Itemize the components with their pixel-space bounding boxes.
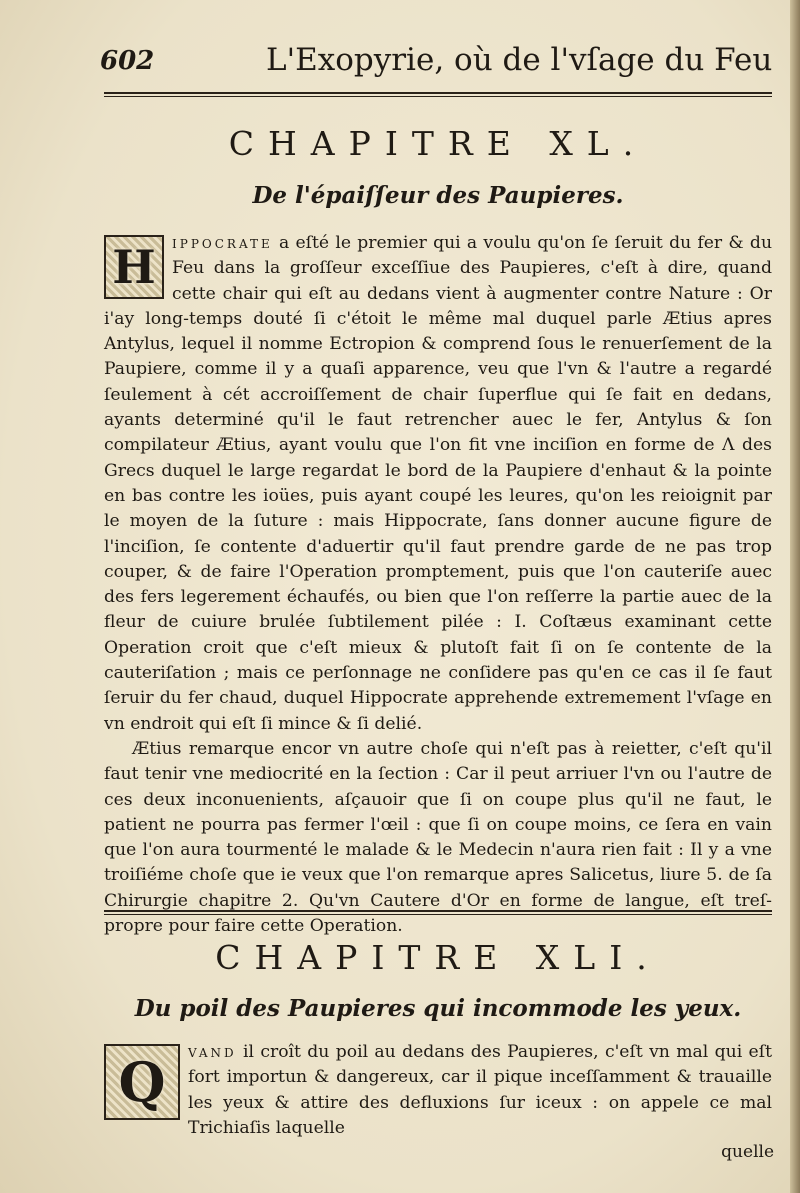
header-rule xyxy=(104,92,772,97)
chapter-divider-rule xyxy=(104,910,772,915)
page-number: 602 xyxy=(100,46,155,76)
initial-letter: H xyxy=(112,240,156,294)
running-title: L'Exopyrie, où de l'vſage du Feu xyxy=(266,42,773,78)
paragraph-text: il croît du poil au dedans des Paupieres, c'eſt vn mal qui eſt fort importun & dangereux, car il pique inceſſamment & trauaille les yeux & attire des defluxions ſur iceux : on appele ce mal Trichiaſis laquelle xyxy=(188,1042,772,1138)
initial-letter: Q xyxy=(118,1050,166,1114)
chapter-41-paragraph-1 xyxy=(104,1040,772,1141)
chapter-41-heading: CHAPITRE XLI. xyxy=(215,938,661,977)
chapter-40-body xyxy=(104,231,772,939)
opening-word: vand xyxy=(188,1042,237,1062)
chapter-41-subtitle: Du poil des Paupieres qui incommode les yeux. xyxy=(134,995,742,1022)
ornamental-initial-h xyxy=(104,235,164,299)
page-edge xyxy=(790,0,800,1193)
catchword: quelle xyxy=(721,1142,774,1162)
chapter-40-heading: CHAPITRE XL. xyxy=(228,124,648,163)
chapter-40-paragraph-1 xyxy=(104,231,772,737)
running-head xyxy=(100,42,773,82)
chapter-40-paragraph-2: Ætius remarque encor vn autre choſe qui n'eſt pas à reietter, c'eſt qu'il faut tenir vne mediocrité en la ſection : Car il peut arriuer l'vn ou l'autre de ces deux inconuenients, aſçauoir que ſi on coupe plus qu'il ne faut, le patient ne pourra pas fermer l'œil : que ſi on coupe moins, ce ſera en vain que l'on aura tourmenté le malade & le Medecin n'aura rien fait : Il y a vne troiſiéme choſe que ie veux que l'on remarque apres Salicetus, liure 5. de ſa Chirurgie chapitre 2. Qu'vn Cautere d'Or en forme de langue, eſt treſ-propre pour faire cette Operation. xyxy=(104,738,772,937)
opening-word: ippocrate xyxy=(172,233,273,253)
paragraph-text: a eſté le premier qui a voulu qu'on ſe ſeruit du fer & du Feu dans la groſſeur exceſſiue des Paupieres, c'eſt à dire, quand cette chair qui eſt au dedans vient à augmenter contre Nature : Or i'ay long-temps douté ſi c'étoit le même mal duquel parle Ætius apres Antylus, lequel il nomme Ectropion & comprend ſous le renuerſement de la Paupiere, comme il y a quaſi apparence, veu que l'vn & l'autre a regardé ſeulement à cét accroiſſement de chair ſuperflue qui ſe fait en dedans, ayants determiné qu'il le faut retrencher auec le fer, Antylus & ſon compilateur Ætius, ayant voulu que l'on fit vne inciſion en forme de Λ des Grecs duquel le large regardat le bord de la Paupiere d'enhaut & la pointe en bas contre les ioües, puis ayant coupé les leures, qu'on les reioignit par le moyen de la ſuture : mais Hippocrate, ſans donner aucune figure de l'inciſion, ſe contente d'aduertir qu'il faut prendre garde de ne pas trop couper, & de faire l'Operation promptement, puis que l'on cauteriſe auec des fers legerement échaufés, ou bien que l'on reſſerre la partie auec de la fleur de cuiure brulée ſubtilement pilée : I. Coſtæus examinant cette Operation croit que c'eſt mieux & plutoſt fait ſi on ſe contente de la cauteriſation ; mais ce perſonnage ne conſidere pas qu'en ce cas il ſe faut ſeruir du fer chaud, duquel Hippocrate apprehende extremement l'vſage en vn endroit qui eſt ſi mince & ſi delié. xyxy=(104,233,773,734)
chapter-40-subtitle: De l'épaiſſeur des Paupieres. xyxy=(252,182,624,209)
ornamental-initial-q xyxy=(104,1044,180,1120)
chapter-41-body xyxy=(104,1040,772,1141)
